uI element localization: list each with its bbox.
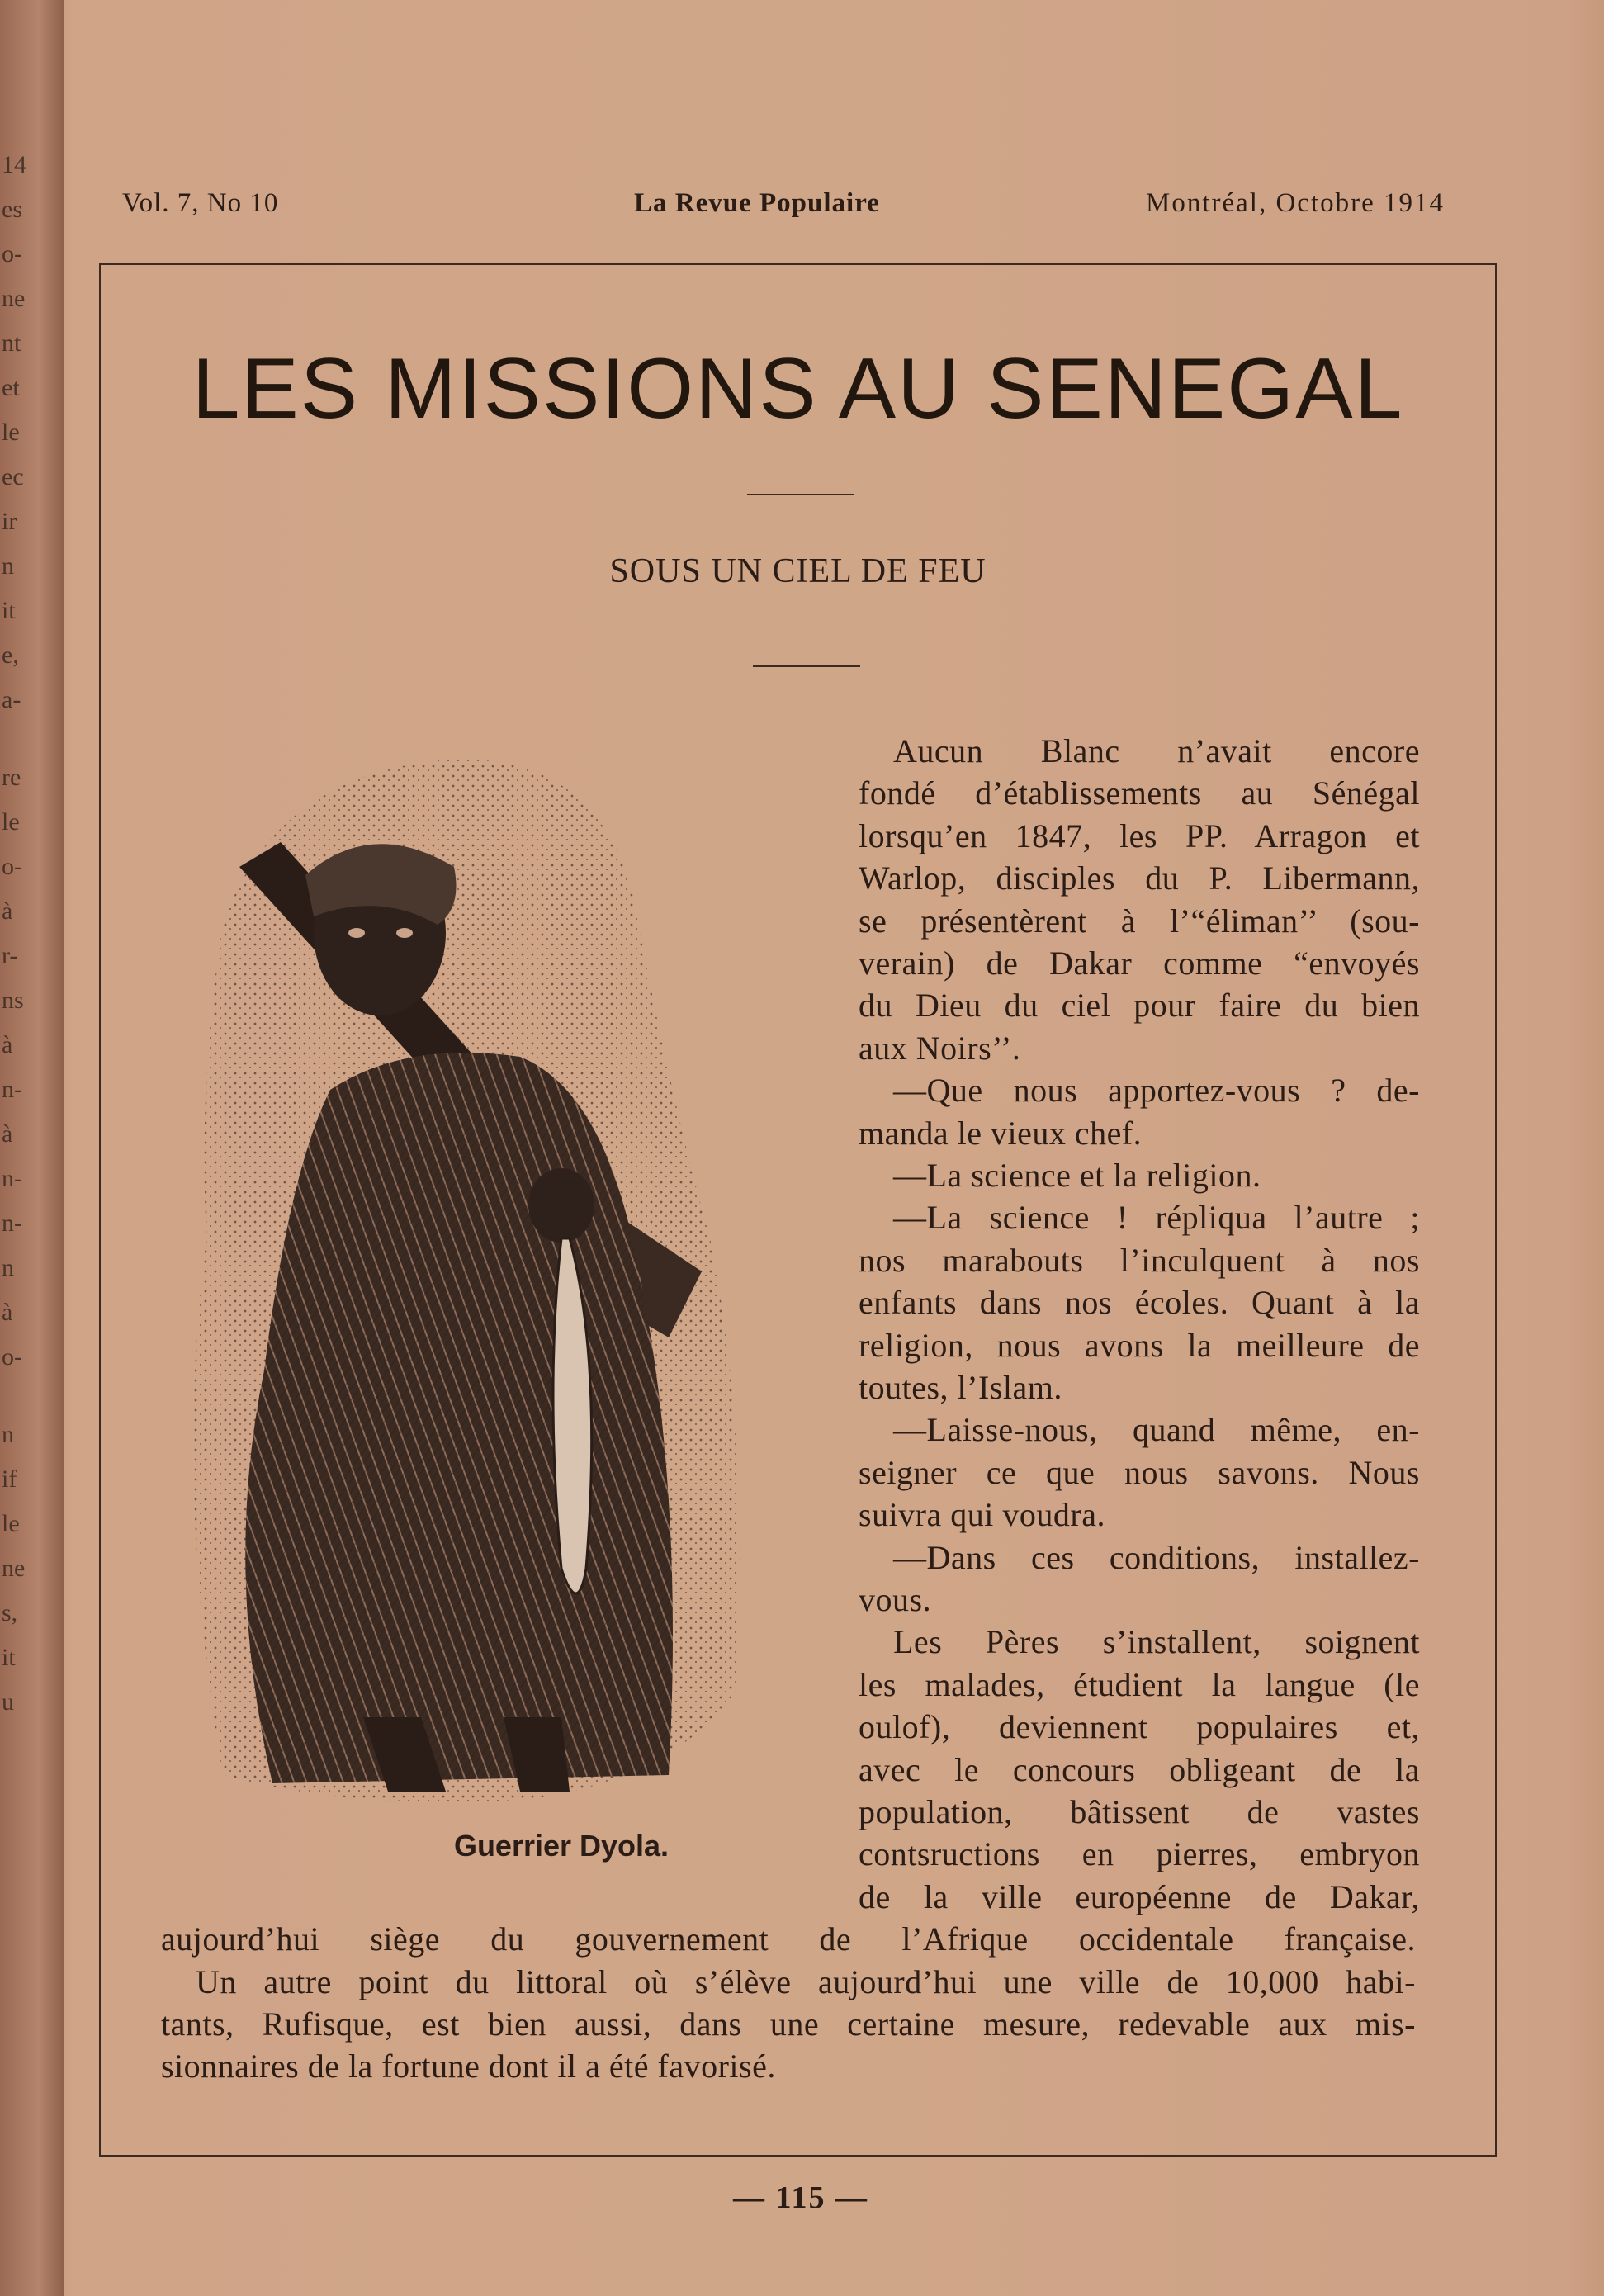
margin-fragment: u xyxy=(2,1688,14,1716)
margin-fragment: if xyxy=(2,1465,17,1493)
margin-fragment: à xyxy=(2,897,13,925)
text-line: —La science et la religion. xyxy=(893,1157,1261,1194)
margin-fragment: à xyxy=(2,1031,13,1058)
margin-fragment: o- xyxy=(2,853,22,880)
text-line: lorsqu’en 1847, les PP. Arragon et xyxy=(859,817,1420,854)
margin-fragment: le xyxy=(2,1510,20,1537)
margin-fragment: e, xyxy=(2,641,19,669)
text-line: seigner ce que nous savons. Nous xyxy=(859,1454,1420,1491)
text-line: Warlop, disciples du P. Libermann, xyxy=(859,859,1420,897)
figure-caption: Guerrier Dyola. xyxy=(453,1829,670,1863)
publication-name: La Revue Populaire xyxy=(634,188,880,218)
title-divider xyxy=(747,494,854,495)
margin-fragment: re xyxy=(2,764,21,791)
text-line: toutes, l’Islam. xyxy=(859,1369,1062,1406)
margin-fragment: n xyxy=(2,552,14,580)
margin-fragment: n- xyxy=(2,1210,22,1237)
margin-fragment: it xyxy=(2,1644,16,1671)
margin-fragment: o- xyxy=(2,1343,22,1370)
text-line: manda le vieux chef. xyxy=(859,1115,1143,1152)
margin-fragment: a- xyxy=(2,686,21,713)
margin-fragment: ne xyxy=(2,285,26,312)
margin-fragment: ir xyxy=(2,508,17,535)
text-line: aux Noirs’’. xyxy=(859,1030,1021,1067)
text-line: Un autre point du littoral où s’élève aujourd’hui une ville de 10,000 habi- xyxy=(196,1963,1416,2000)
margin-fragment: et xyxy=(2,374,20,401)
text-line: religion, nous avons la meilleure de xyxy=(859,1327,1420,1364)
text-line: Aucun Blanc n’avait encore xyxy=(893,732,1420,769)
margin-fragment: ec xyxy=(2,463,24,490)
text-line: aujourd’hui siège du gouvernement de l’Afrique occidentale française. xyxy=(161,1920,1416,1958)
warrior-engraving-illustration xyxy=(173,743,826,1816)
text-line: fondé d’établissements au Sénégal xyxy=(859,774,1420,812)
margin-fragment: n- xyxy=(2,1076,22,1103)
margin-fragment: ne xyxy=(2,1555,26,1582)
text-line: oulof), deviennent populaires et, xyxy=(859,1708,1420,1745)
text-line: population, bâtissent de vastes xyxy=(859,1793,1420,1830)
text-line: —Dans ces conditions, installez- xyxy=(893,1539,1420,1576)
text-line: nos marabouts l’inculquent à nos xyxy=(859,1242,1420,1279)
text-line: les malades, étudient la langue (le xyxy=(859,1666,1420,1703)
margin-fragment: à xyxy=(2,1120,13,1148)
text-line: enfants dans nos écoles. Quant à la xyxy=(859,1284,1420,1321)
text-line: —Que nous apportez-vous ? de- xyxy=(893,1072,1420,1109)
article-title: LES MISSIONS AU SENEGAL xyxy=(192,341,1404,437)
article-subtitle: SOUS UN CIEL DE FEU xyxy=(609,552,987,590)
text-line: verain) de Dakar comme “envoyés xyxy=(859,944,1420,982)
text-line: se présentèrent à l’“éliman’’ (sou- xyxy=(859,902,1420,940)
margin-fragment: le xyxy=(2,808,20,836)
margin-fragment: r- xyxy=(2,942,18,969)
page-number: — 115 — xyxy=(733,2180,868,2215)
margin-fragment: it xyxy=(2,597,16,624)
text-line: suivra qui voudra. xyxy=(859,1496,1105,1533)
margin-fragment: 14 xyxy=(2,151,26,178)
text-line: contsructions en pierres, embryon xyxy=(859,1835,1420,1872)
margin-fragment: o- xyxy=(2,240,22,267)
text-line: —Laisse-nous, quand même, en- xyxy=(893,1411,1420,1448)
text-line: vous. xyxy=(859,1581,932,1618)
margin-fragment: ns xyxy=(2,987,24,1014)
margin-fragment: n xyxy=(2,1254,14,1281)
margin-fragment: n- xyxy=(2,1165,22,1192)
text-line: de la ville européenne de Dakar, xyxy=(859,1878,1420,1915)
text-line: sionnaires de la fortune dont il a été favorisé. xyxy=(161,2047,776,2085)
margin-fragment: nt xyxy=(2,329,21,357)
text-line: du Dieu du ciel pour faire du bien xyxy=(859,987,1420,1024)
text-line: tants, Rufisque, est bien aussi, dans une certaine mesure, redevable aux mis- xyxy=(161,2005,1416,2043)
margin-fragment: s, xyxy=(2,1599,18,1626)
text-line: avec le concours obligeant de la xyxy=(859,1751,1420,1788)
margin-fragment: es xyxy=(2,196,22,223)
margin-fragment: n xyxy=(2,1421,14,1448)
subtitle-divider xyxy=(753,665,860,667)
margin-fragment: à xyxy=(2,1299,13,1326)
text-line: —La science ! répliqua l’autre ; xyxy=(893,1199,1420,1236)
text-line: Les Pères s’installent, soignent xyxy=(893,1623,1420,1660)
volume-number: Vol. 7, No 10 xyxy=(122,188,279,218)
margin-fragment: le xyxy=(2,419,20,446)
issue-date: Montréal, Octobre 1914 xyxy=(1146,188,1445,218)
